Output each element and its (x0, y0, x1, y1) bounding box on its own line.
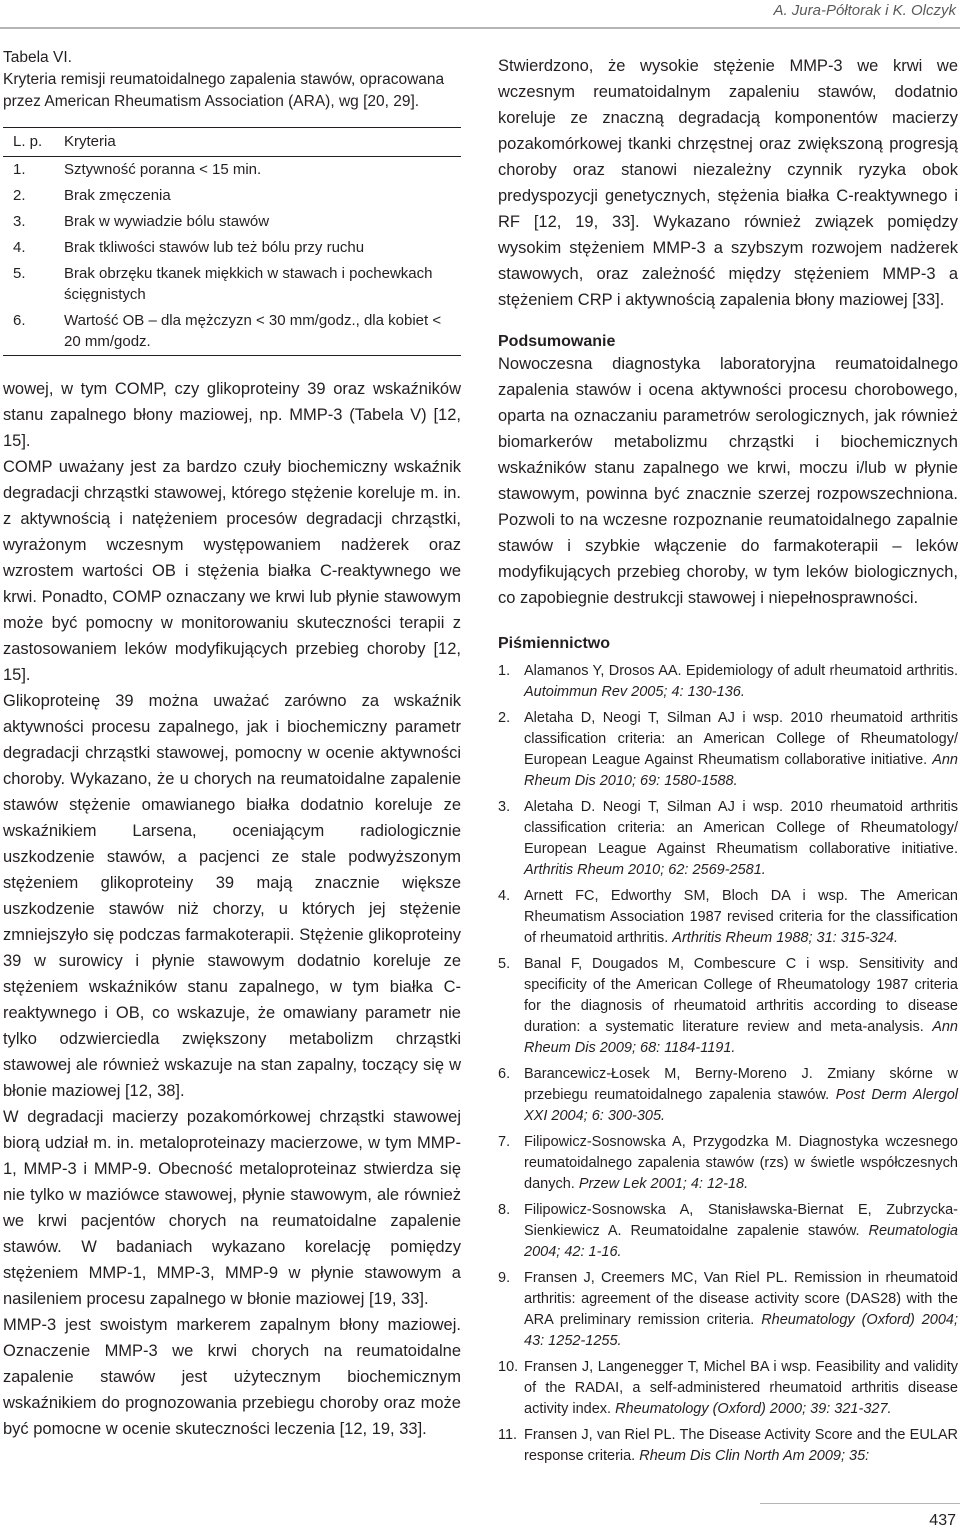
reference-source: Autoimmun Rev 2005; 4: 130-136. (524, 684, 745, 700)
reference-source: Arthritis Rheum 1988; 31: 315-324. (672, 930, 898, 946)
table-cell-criterion: Brak zmęczenia (64, 187, 171, 204)
table-cell-criterion: Sztywność poranna < 15 min. (64, 161, 262, 178)
reference-list (498, 661, 958, 1467)
reference-text (524, 1425, 958, 1467)
table-cell-number: 6. (13, 312, 26, 329)
table-row (3, 235, 461, 261)
reference-source: Ann Rheum Dis 2009; 68: 1184-1191. (524, 1019, 958, 1056)
reference-number: 2. (498, 710, 511, 726)
references-heading: Piśmiennictwo (498, 635, 611, 652)
reference-text (524, 1200, 958, 1263)
reference-citation: Arnett FC, Edworthy SM, Bloch DA i wsp. The American Rheumatism Association 1987 revised criteria for the classification of rheumatoid arthritis. (524, 888, 958, 946)
reference-text (524, 954, 958, 1059)
table-row (3, 261, 461, 308)
reference-item (498, 1064, 958, 1127)
reference-text (524, 708, 958, 792)
reference-citation: Filipowicz-Sosnowska A, Stanisławska-Biernat E, Zubrzycka-Sienkiewicz A. Reumatoidalne zapalenie stawów. (524, 1202, 958, 1239)
reference-item (498, 797, 958, 881)
reference-text (524, 1132, 958, 1195)
reference-item (498, 661, 958, 703)
table-cell-number: 4. (13, 239, 26, 256)
reference-number: 8. (498, 1202, 511, 1218)
reference-number: 9. (498, 1270, 511, 1286)
reference-item (498, 1132, 958, 1195)
table-header-row (3, 128, 461, 157)
body-paragraph: wowej, w tym COMP, czy glikoproteiny 39 oraz wskaźników stanu zapalnego błony maziowej, np. MMP-3 (Tabela V) [12, 15]. (3, 380, 461, 450)
reference-source: Przew Lek 2001; 4: 12-18. (578, 1176, 749, 1192)
reference-text (524, 1268, 958, 1352)
reference-citation: Fransen J, Langenegger T, Michel BA i wsp. Feasibility and validity of the RADAI, a self-administered rheumatoid arthritis disease activity index. (524, 1359, 958, 1417)
table-cell-number: 5. (13, 265, 26, 282)
reference-item (498, 1268, 958, 1352)
body-paragraph: COMP uważany jest za bardzo czuły biochemiczny wskaźnik degradacji chrząstki stawowej, którego stężenie koreluje m. in. z aktywnością i natężeniem procesów degradacji chrząstki, wyrażonym wczesnym występowaniem nadżerek oraz wzrostem wartości OB i stężenia białka C-reaktywnego we krwi. Ponadto, COMP oznaczany we krwi lub płynie stawowym może być pomocny w monitorowaniu skuteczności terapii z zastosowaniem leków modyfikujących przebieg choroby [12, 15]. (3, 458, 461, 684)
table-cell-number: 3. (13, 213, 26, 230)
reference-item (498, 1425, 958, 1467)
reference-source: Ann Rheum Dis 2010; 69: 1580-1588. (524, 752, 958, 789)
reference-number: 7. (498, 1134, 511, 1150)
reference-item (498, 708, 958, 792)
reference-citation: Fransen J, Creemers MC, Van Riel PL. Remission in rheumatoid arthritis: agreement of the disease activity score (DAS28) with the ARA preliminary remission criteria. (524, 1270, 958, 1328)
table-row (3, 183, 461, 209)
reference-source: Rheumatology (Oxford) 2004; 43: 1252-1255. (524, 1312, 958, 1349)
criteria-table (3, 127, 461, 356)
table-cell-number: 1. (13, 161, 26, 178)
footer-rule (760, 1503, 960, 1504)
reference-text (524, 797, 958, 881)
reference-number: 5. (498, 956, 511, 972)
right-column (498, 53, 958, 1472)
reference-number: 3. (498, 799, 511, 815)
table-header-lp: L. p. (13, 133, 43, 150)
running-head (0, 0, 960, 26)
table-title: Kryteria remisji reumatoidalnego zapalenia stawów, opracowana przez American Rheumatism Association (ARA), wg [20, 29]. (3, 71, 445, 110)
reference-number: 10. (498, 1359, 519, 1375)
reference-text (524, 1064, 958, 1127)
reference-citation: Alamanos Y, Drosos AA. Epidemiology of adult rheumatoid arthritis. (524, 663, 958, 679)
reference-citation: Fransen J, van Riel PL. The Disease Activity Score and the EULAR response criteria. (524, 1427, 958, 1464)
reference-source: Rheum Dis Clin North Am 2009; 35: (639, 1448, 870, 1464)
table-cell-number: 2. (13, 187, 26, 204)
reference-number: 11. (498, 1427, 518, 1443)
body-paragraph: MMP-3 jest swoistym markerem zapalnym błony maziowej. Oznaczenie MMP-3 we krwi chorych na reumatoidalne zapalenie stawów jest użytecznym biochemicznym wskaźnikiem do prognozowania przebiegu choroby oraz może być pomocne w ocenie skuteczności leczenia [12, 19, 33]. (3, 1316, 461, 1438)
reference-source: Rheumatology (Oxford) 2000; 39: 321-327. (615, 1401, 892, 1417)
reference-item (498, 954, 958, 1059)
reference-citation: Aletaha D. Neogi T, Silman AJ i wsp. 2010 rheumatoid arthritis classification criteria: an American College of Rheumatology/ European League Against Rheumatism collaborative initiative. (524, 799, 958, 857)
table-cell-criterion: Brak obrzęku tkanek miękkich w stawach i pochewkach ścięgnistych (64, 265, 433, 303)
reference-citation: Filipowicz-Sosnowska A, Przygodzka M. Diagnostyka wczesnego reumatoidalnego zapalenia stawów (rzs) w świetle współczesnych danych. (524, 1134, 958, 1192)
reference-item (498, 1357, 958, 1420)
reference-citation: Aletaha D, Neogi T, Silman AJ i wsp. 2010 rheumatoid arthritis classification criteria: an American College of Rheumatology/ European League Against Rheumatism collaborative initiative. (524, 710, 958, 768)
table-row (3, 209, 461, 235)
table-caption (3, 47, 461, 113)
left-column (3, 47, 461, 1442)
running-head-authors: A. Jura-Półtorak i K. Olczyk (773, 2, 956, 19)
reference-source: Arthritis Rheum 2010; 62: 2569-2581. (524, 862, 766, 878)
reference-text (524, 1357, 958, 1420)
table-cell-criterion: Brak tkliwości stawów lub też bólu przy ruchu (64, 239, 365, 256)
summary-heading: Podsumowanie (498, 333, 616, 350)
table-row (3, 308, 461, 355)
summary-paragraph: Nowoczesna diagnostyka laboratoryjna reumatoidalnego zapalenia stawów i ocena aktywności procesu chorobowego, oparta na oznaczaniu parametrów serologicznych, jak również biomarkerów metabolizmu chrząstki i biochemicznych wskaźników stanu zapalnego we krwi, moczu i/lub w płynie stawowym, powinna być znacznie szerzej rozpowszechniona. Pozwoli to na wczesne rozpoznanie reumatoidalnego zapalnie stawów i szybkie włączenie do farmakoterapii – leków modyfikujących przebieg choroby, w tym leków biologicznych, co zapobiegnie destrukcji stawowej i niepełnosprawności. (498, 355, 958, 607)
table-cell-criterion: Wartość OB – dla mężczyzn < 30 mm/godz., dla kobiet < 20 mm/godz. (64, 312, 442, 350)
reference-number: 4. (498, 888, 511, 904)
reference-source: Reumatologia 2004; 42: 1-16. (524, 1223, 958, 1260)
table-cell-criterion: Brak w wywiadzie bólu stawów (64, 213, 270, 230)
reference-item (498, 1200, 958, 1263)
reference-number: 6. (498, 1066, 511, 1082)
body-paragraph: W degradacji macierzy pozakomórkowej chrząstki stawowej biorą udział m. in. metaloproteinazy macierzowe, w tym MMP-1, MMP-3 i MMP-9. Obecność metaloproteinaz stwierdza się nie tylko w maziówce stawowej, płynie stawowym, ale również we krwi pacjentów chorych na reumatoidalne zapalenie stawów. W badaniach wykazano korelację pomiędzy stężeniem MMP-1, MMP-3, MMP-9 w płynie stawowym a nasileniem procesu zapalnego w błonie maziowej [19, 33]. (3, 1108, 461, 1308)
reference-text (524, 886, 958, 949)
table-row (3, 157, 461, 183)
page-number: 437 (929, 1512, 956, 1529)
reference-citation: Barancewicz-Łosek M, Berny-Moreno J. Zmiany skórne w przebiegu reumatoidalnego zapalenia stawów. (524, 1066, 958, 1103)
reference-text (524, 661, 958, 703)
body-paragraph: Stwierdzono, że wysokie stężenie MMP-3 we krwi we wczesnym reumatoidalnym zapaleniu stawów, dodatnio koreluje ze znaczną degradacją komponentów macierzy pozakomórkowej tkanki chrzęstnej oraz zwiększoną progresją choroby oraz stanowi niezależny czynnik ryzyka obok predyspozycji genetycznych, stężenia białka C-reaktywnego i RF [12, 19, 33]. Wykazano również związek pomiędzy wysokim stężeniem MMP-3 a szybszym rozwojem nadżerek stawowych, oraz zależność między stężeniem MMP-3 a stężeniem CRP i aktywnością zapalenia błony maziowej [33]. (498, 57, 958, 309)
reference-item (498, 886, 958, 949)
reference-source: Post Derm Alergol XXI 2004; 6: 300-305. (524, 1087, 958, 1124)
reference-citation: Banal F, Dougados M, Combescure C i wsp. Sensitivity and specificity of the American College of Rheumatology 1987 criteria for the diagnosis of rheumatoid arthritis according to disease duration: a systematic literature review and meta-analysis. (524, 956, 958, 1035)
body-paragraph: Glikoproteinę 39 można uważać zarówno za wskaźnik aktywności procesu zapalnego, jak i biochemiczny parametr degradacji chrząstki stawowej, pomocny w ocenie aktywności choroby. Wykazano, że u chorych na reumatoidalne zapalenie stawów stężenie omawianego białka dodatnio koreluje ze wskaźnikiem Larsena, oceniającym radiologicznie uszkodzenie stawów, a pacjenci ze stale podwyższonym stężeniem glikoproteiny 39 mają znacznie większe uszkodzenie stawów niż chorzy, u których jej stężenie zmniejszyło się podczas farmakoterapii. Stężenie glikoproteiny 39 w surowicy i płynie stawowym dodatnio koreluje ze stężeniem wskaźników stanu zapalnego, w tym białka C-reaktywnego i OB, co wskazuje, że omawiany parametr nie tylko odzwierciedla zwiększony metabolizm chrząstki stawowej ale również wskazuje na stan zapalny, toczący się w błonie maziowej [12, 38]. (3, 692, 461, 1100)
table-header-criteria: Kryteria (64, 133, 116, 150)
header-rule (0, 27, 960, 29)
reference-number: 1. (498, 663, 511, 679)
table-label: Tabela VI. (3, 49, 72, 66)
